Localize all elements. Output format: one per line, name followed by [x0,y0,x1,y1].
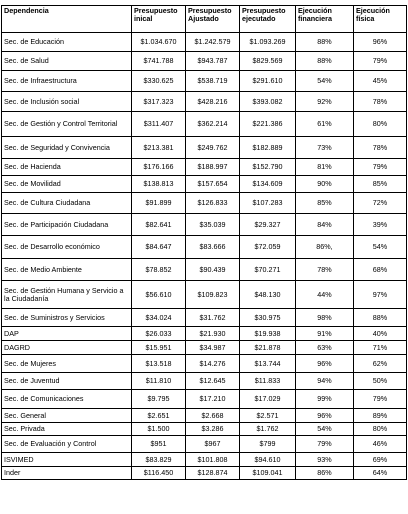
table-row [2,373,407,390]
header-presupuesto-ejecutado: Presupuesto ejecutado [240,6,296,33]
presupuesto-ajustado-cell: $31.762 [186,309,240,327]
table-row [2,453,407,467]
table-row [2,112,407,137]
presupuesto-inicial-cell: $951 [132,436,186,453]
presupuesto-ajustado-cell: $12.645 [186,373,240,390]
dependencia-cell: Sec. de Medio Ambiente [2,259,132,281]
ejecucion-financiera-cell: 86%, [296,236,354,259]
presupuesto-ejecutado-cell: $94.610 [240,453,296,467]
presupuesto-inicial-cell: $82.641 [132,214,186,236]
table-row [2,467,407,480]
ejecucion-fisica-cell: 79% [354,390,407,409]
presupuesto-ejecutado-cell: $829.569 [240,52,296,71]
table-body [2,33,407,480]
ejecucion-financiera-cell: 88% [296,52,354,71]
ejecucion-financiera-cell: 54% [296,423,354,436]
ejecucion-fisica-cell: 80% [354,423,407,436]
dependencia-cell: DAP [2,327,132,341]
ejecucion-financiera-cell: 92% [296,92,354,112]
ejecucion-fisica-cell: 39% [354,214,407,236]
presupuesto-ejecutado-cell: $21.878 [240,341,296,355]
presupuesto-ajustado-cell: $249.762 [186,137,240,159]
presupuesto-ejecutado-cell: $13.744 [240,355,296,373]
presupuesto-inicial-cell: $741.788 [132,52,186,71]
dependencia-cell: Sec. de Suministros y Servicios [2,309,132,327]
presupuesto-ajustado-cell: $157.654 [186,176,240,193]
ejecucion-fisica-cell: 71% [354,341,407,355]
presupuesto-inicial-cell: $116.450 [132,467,186,480]
ejecucion-fisica-cell: 54% [354,236,407,259]
ejecucion-fisica-cell: 72% [354,193,407,214]
header-presupuesto-ajustado: Presupuesto Ajustado [186,6,240,33]
dependencia-cell: Sec. de Salud [2,52,132,71]
ejecucion-fisica-cell: 96% [354,33,407,52]
dependencia-cell: Sec. de Gestión y Control Territorial [2,112,132,137]
ejecucion-financiera-cell: 54% [296,71,354,92]
table-row [2,390,407,409]
table-row [2,193,407,214]
presupuesto-ajustado-cell: $35.039 [186,214,240,236]
presupuesto-inicial-cell: $56.610 [132,281,186,309]
presupuesto-inicial-cell: $26.033 [132,327,186,341]
table-row [2,309,407,327]
dependencia-cell: Sec. de Juventud [2,373,132,390]
presupuesto-ajustado-cell: $188.997 [186,159,240,176]
presupuesto-ajustado-cell: $943.787 [186,52,240,71]
ejecucion-fisica-cell: 45% [354,71,407,92]
ejecucion-fisica-cell: 79% [354,52,407,71]
presupuesto-inicial-cell: $15.951 [132,341,186,355]
table-row [2,236,407,259]
presupuesto-inicial-cell: $91.899 [132,193,186,214]
ejecucion-fisica-cell: 78% [354,137,407,159]
presupuesto-ejecutado-cell: $11.833 [240,373,296,390]
dependencia-cell: Sec. de Cultura Ciudadana [2,193,132,214]
table-row [2,423,407,436]
header-ejecucion-financiera: Ejecución financiera [296,6,354,33]
budget-table [1,5,407,480]
presupuesto-ajustado-cell: $109.823 [186,281,240,309]
dependencia-cell: Sec. de Movilidad [2,176,132,193]
ejecucion-fisica-cell: 46% [354,436,407,453]
presupuesto-ajustado-cell: $428.216 [186,92,240,112]
ejecucion-fisica-cell: 78% [354,92,407,112]
presupuesto-inicial-cell: $34.024 [132,309,186,327]
presupuesto-inicial-cell: $78.852 [132,259,186,281]
ejecucion-fisica-cell: 80% [354,112,407,137]
presupuesto-ejecutado-cell: $19.938 [240,327,296,341]
presupuesto-inicial-cell: $1.034.670 [132,33,186,52]
ejecucion-financiera-cell: 85% [296,193,354,214]
ejecucion-fisica-cell: 62% [354,355,407,373]
presupuesto-inicial-cell: $9.795 [132,390,186,409]
dependencia-cell: Sec. de Infraestructura [2,71,132,92]
ejecucion-financiera-cell: 79% [296,436,354,453]
presupuesto-inicial-cell: $83.829 [132,453,186,467]
presupuesto-ajustado-cell: $126.833 [186,193,240,214]
header-dependencia: Dependencia [2,6,132,33]
ejecucion-fisica-cell: 85% [354,176,407,193]
presupuesto-ajustado-cell: $3.286 [186,423,240,436]
presupuesto-inicial-cell: $84.647 [132,236,186,259]
presupuesto-ejecutado-cell: $17.029 [240,390,296,409]
ejecucion-financiera-cell: 63% [296,341,354,355]
presupuesto-inicial-cell: $311.407 [132,112,186,137]
ejecucion-fisica-cell: 50% [354,373,407,390]
presupuesto-ajustado-cell: $967 [186,436,240,453]
presupuesto-ejecutado-cell: $30.975 [240,309,296,327]
dependencia-cell: Sec. de Educación [2,33,132,52]
ejecucion-fisica-cell: 64% [354,467,407,480]
table-row [2,92,407,112]
ejecucion-financiera-cell: 61% [296,112,354,137]
ejecucion-financiera-cell: 73% [296,137,354,159]
presupuesto-inicial-cell: $176.166 [132,159,186,176]
table-row [2,341,407,355]
dependencia-cell: Sec. de Participación Ciudadana [2,214,132,236]
presupuesto-ajustado-cell: $2.668 [186,409,240,423]
presupuesto-ajustado-cell: $90.439 [186,259,240,281]
dependencia-cell: Sec. de Hacienda [2,159,132,176]
presupuesto-ejecutado-cell: $799 [240,436,296,453]
dependencia-cell: Inder [2,467,132,480]
presupuesto-inicial-cell: $317.323 [132,92,186,112]
presupuesto-inicial-cell: $138.813 [132,176,186,193]
ejecucion-financiera-cell: 94% [296,373,354,390]
ejecucion-financiera-cell: 99% [296,390,354,409]
ejecucion-financiera-cell: 81% [296,159,354,176]
header-presupuesto-inicial: Presupuesto inical [132,6,186,33]
table-row [2,436,407,453]
presupuesto-ajustado-cell: $21.930 [186,327,240,341]
presupuesto-ejecutado-cell: $393.082 [240,92,296,112]
ejecucion-fisica-cell: 88% [354,309,407,327]
dependencia-cell: Sec. Privada [2,423,132,436]
dependencia-cell: Sec. de Desarrollo económico [2,236,132,259]
presupuesto-ajustado-cell: $362.214 [186,112,240,137]
presupuesto-ajustado-cell: $34.987 [186,341,240,355]
ejecucion-fisica-cell: 97% [354,281,407,309]
presupuesto-inicial-cell: $2.651 [132,409,186,423]
dependencia-cell: ISVIMED [2,453,132,467]
presupuesto-inicial-cell: $330.625 [132,71,186,92]
presupuesto-inicial-cell: $11.810 [132,373,186,390]
presupuesto-ejecutado-cell: $72.059 [240,236,296,259]
dependencia-cell: Sec. de Inclusión social [2,92,132,112]
header-ejecucion-fisica: Ejecución física [354,6,407,33]
presupuesto-ajustado-cell: $83.666 [186,236,240,259]
ejecucion-financiera-cell: 96% [296,355,354,373]
ejecucion-financiera-cell: 96% [296,409,354,423]
presupuesto-inicial-cell: $13.518 [132,355,186,373]
dependencia-cell: Sec. de Evaluación y Control [2,436,132,453]
ejecucion-financiera-cell: 78% [296,259,354,281]
presupuesto-ejecutado-cell: $134.609 [240,176,296,193]
ejecucion-fisica-cell: 79% [354,159,407,176]
presupuesto-inicial-cell: $213.381 [132,137,186,159]
presupuesto-ajustado-cell: $17.210 [186,390,240,409]
table-header-row [2,6,407,33]
presupuesto-ejecutado-cell: $70.271 [240,259,296,281]
dependencia-cell: Sec. de Seguridad y Convivencia [2,137,132,159]
presupuesto-inicial-cell: $1.500 [132,423,186,436]
dependencia-cell: DAGRD [2,341,132,355]
presupuesto-ejecutado-cell: $109.041 [240,467,296,480]
presupuesto-ejecutado-cell: $152.790 [240,159,296,176]
presupuesto-ejecutado-cell: $1.093.269 [240,33,296,52]
dependencia-cell: Sec. General [2,409,132,423]
table-row [2,52,407,71]
table-row [2,176,407,193]
table-row [2,214,407,236]
dependencia-cell: Sec. de Gestión Humana y Servicio a la Ciudadanía [2,281,132,309]
table-row [2,137,407,159]
ejecucion-fisica-cell: 89% [354,409,407,423]
dependencia-cell: Sec. de Comunicaciones [2,390,132,409]
table-row [2,159,407,176]
presupuesto-ejecutado-cell: $2.571 [240,409,296,423]
ejecucion-financiera-cell: 90% [296,176,354,193]
presupuesto-ajustado-cell: $1.242.579 [186,33,240,52]
ejecucion-financiera-cell: 93% [296,453,354,467]
presupuesto-ajustado-cell: $128.874 [186,467,240,480]
table-row [2,281,407,309]
presupuesto-ejecutado-cell: $182.889 [240,137,296,159]
ejecucion-fisica-cell: 69% [354,453,407,467]
ejecucion-financiera-cell: 91% [296,327,354,341]
presupuesto-ajustado-cell: $14.276 [186,355,240,373]
presupuesto-ajustado-cell: $101.808 [186,453,240,467]
ejecucion-financiera-cell: 88% [296,33,354,52]
presupuesto-ajustado-cell: $538.719 [186,71,240,92]
table-row [2,33,407,52]
dependencia-cell: Sec. de Mujeres [2,355,132,373]
table-row [2,71,407,92]
presupuesto-ejecutado-cell: $291.610 [240,71,296,92]
table-row [2,355,407,373]
presupuesto-ejecutado-cell: $1.762 [240,423,296,436]
table-row [2,409,407,423]
presupuesto-ejecutado-cell: $48.130 [240,281,296,309]
presupuesto-ejecutado-cell: $221.386 [240,112,296,137]
ejecucion-financiera-cell: 98% [296,309,354,327]
ejecucion-fisica-cell: 40% [354,327,407,341]
ejecucion-financiera-cell: 86% [296,467,354,480]
table-row [2,327,407,341]
presupuesto-ejecutado-cell: $107.283 [240,193,296,214]
ejecucion-financiera-cell: 84% [296,214,354,236]
table-row [2,259,407,281]
ejecucion-fisica-cell: 68% [354,259,407,281]
ejecucion-financiera-cell: 44% [296,281,354,309]
presupuesto-ejecutado-cell: $29.327 [240,214,296,236]
